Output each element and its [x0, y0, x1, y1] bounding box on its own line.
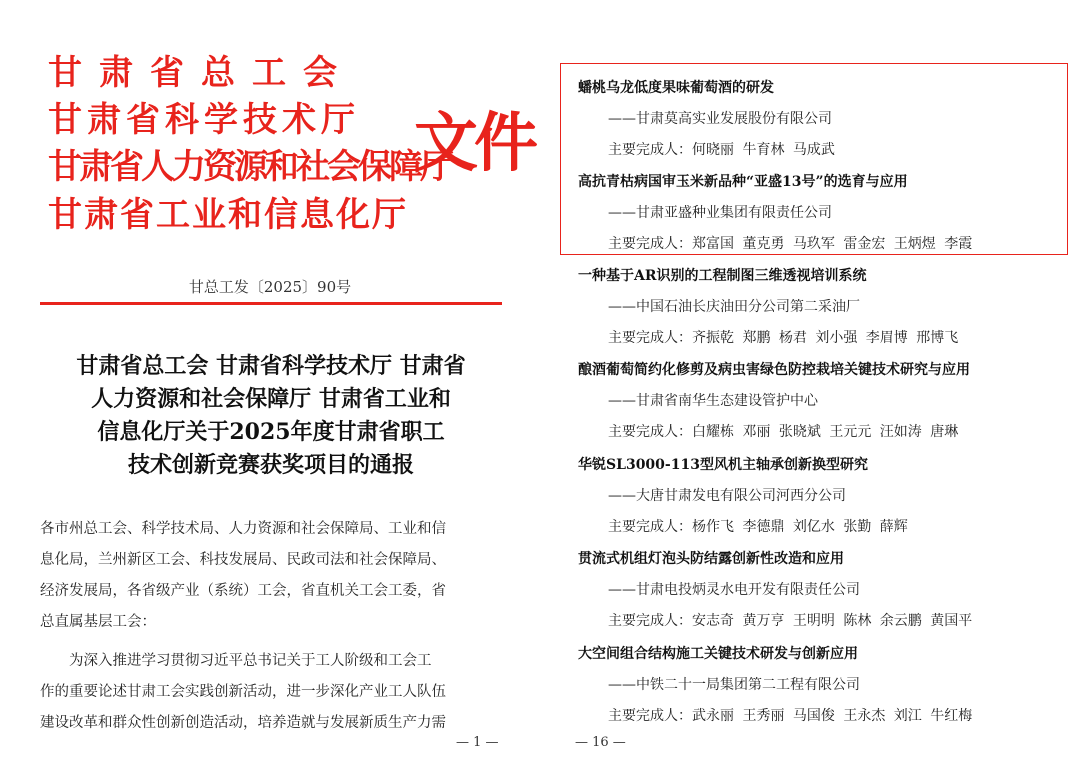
- entry-title: 大空间组合结构施工关键技术研发与创新应用: [578, 646, 858, 662]
- entry-people: 主要完成人：齐振乾 郑鹏 杨君 刘小强 李眉博 邢博飞: [608, 330, 959, 346]
- entry-people: 主要完成人：武永丽 王秀丽 马国俊 王永杰 刘江 牛红梅: [608, 708, 973, 724]
- entry-title: 蟠桃乌龙低度果味葡萄酒的研发: [578, 80, 774, 96]
- title-line: 信息化厅关于2025年度甘肃省职工: [97, 419, 445, 445]
- title-line: 人力资源和社会保障厅 甘肃省工业和: [91, 386, 451, 412]
- red-divider: [40, 302, 502, 305]
- entry-org: ——甘肃省南华生态建设管护中心: [608, 393, 818, 409]
- entry-title: 一种基于AR识别的工程制图三维透视培训系统: [578, 268, 867, 284]
- page-number: — 16 —: [575, 735, 626, 750]
- issuer-3: 甘肃省人力资源和社会保障厅: [48, 147, 451, 187]
- entry-org: ——大唐甘肃发电有限公司河西分公司: [608, 488, 846, 504]
- addressee-paragraph: [40, 514, 508, 638]
- addressee-line: 经济发展局，各省级产业（系统）工会，省直机关工会工委，省: [40, 583, 446, 599]
- page-number: — 1 —: [456, 735, 499, 750]
- addressee-line: 总直属基层工会：: [40, 614, 156, 630]
- entry-title: 高抗青枯病国审玉米新品种“亚盛13号”的选育与应用: [578, 174, 908, 190]
- entry-org: ——甘肃莫高实业发展股份有限公司: [608, 111, 832, 127]
- entry-people: 主要完成人：安志奇 黄万亨 王明明 陈林 余云鹏 黄国平: [608, 613, 973, 629]
- issuer-2: 甘肃省科学技术厅: [48, 100, 360, 140]
- entry-org: ——甘肃电投炳灵水电开发有限责任公司: [608, 582, 860, 598]
- entry-people: 主要完成人：白耀栋 邓丽 张晓斌 王元元 汪如涛 唐琳: [608, 424, 959, 440]
- body-line: 建设改革和群众性创新创造活动，培养造就与发展新质生产力需: [40, 715, 446, 731]
- body-line: 作的重要论述甘肃工会实践创新活动，进一步深化产业工人队伍: [40, 684, 446, 700]
- addressee-line: 各市州总工会、科学技术局、人力资源和社会保障局、工业和信: [40, 521, 446, 537]
- document-title: [40, 350, 502, 482]
- entry-org: ——中铁二十一局集团第二工程有限公司: [608, 677, 860, 693]
- issuer-1: 甘肃省总工会: [48, 53, 354, 93]
- entry-org: ——中国石油长庆油田分公司第二采油厂: [608, 299, 860, 315]
- entry-title: 华锐SL3000-113型风机主轴承创新换型研究: [578, 457, 868, 473]
- document-number: 甘总工发〔2025〕90号: [188, 278, 352, 296]
- issuer-4: 甘肃省工业和信息化厅: [48, 195, 408, 235]
- entry-people: 主要完成人：郑富国 董克勇 马玖军 雷金宏 王炳煜 李霞: [608, 236, 973, 252]
- title-line: 甘肃省总工会 甘肃省科学技术厅 甘肃省: [76, 353, 466, 379]
- right-page: [540, 0, 1080, 762]
- entry-title: 酿酒葡萄简约化修剪及病虫害绿色防控栽培关键技术研究与应用: [578, 362, 970, 378]
- addressee-line: 息化局，兰州新区工会、科技发展局、民政司法和社会保障局、: [40, 552, 446, 568]
- entry-org: ——甘肃亚盛种业集团有限责任公司: [608, 205, 832, 221]
- entry-people: 主要完成人：何晓丽 牛育林 马成武: [608, 142, 835, 158]
- title-line: 技术创新竞赛获奖项目的通报: [127, 452, 414, 478]
- body-paragraph: [40, 646, 508, 739]
- document-label: 文件: [414, 106, 534, 181]
- body-line: 为深入推进学习贯彻习近平总书记关于工人阶级和工会工: [40, 653, 432, 669]
- entry-title: 贯流式机组灯泡头防结露创新性改造和应用: [578, 551, 844, 567]
- entry-people: 主要完成人：杨作飞 李德鼎 刘亿水 张勤 薛辉: [608, 519, 908, 535]
